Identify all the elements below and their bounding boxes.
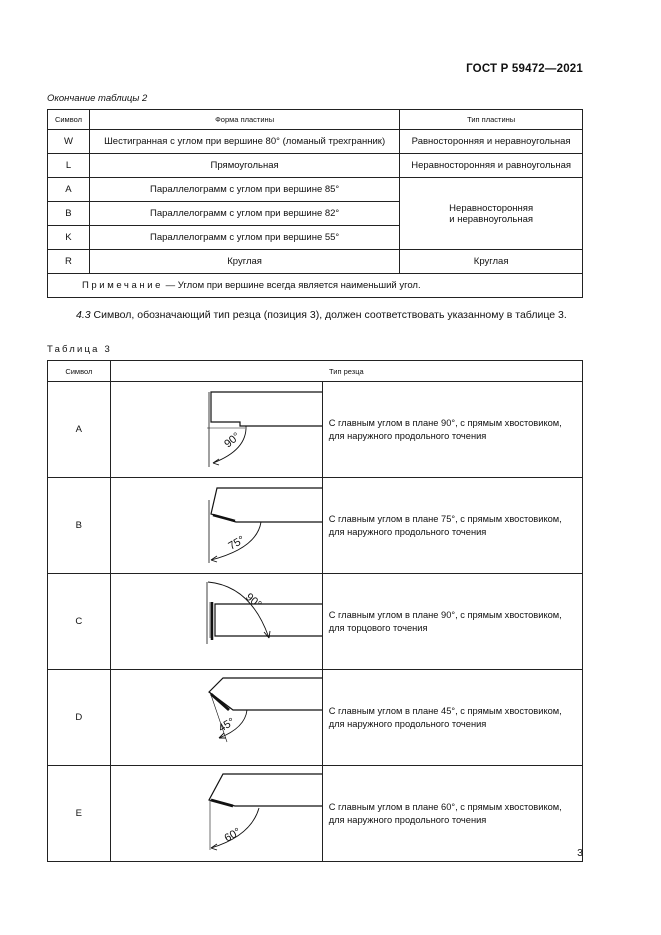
table2 <box>47 109 583 298</box>
desc-line1: С главным углом в плане 75°, с прямым хвостовиком, <box>328 513 562 524</box>
table2-caption: Окончание таблицы 2 <box>47 93 148 104</box>
desc-line2: для наружного продольного точения <box>328 718 487 729</box>
table3-header-symbol: Символ <box>48 361 111 382</box>
cutter-drawing-d <box>110 670 322 766</box>
table2-header-type: Тип пластины <box>400 110 583 130</box>
desc-line2: для наружного продольного точения <box>328 430 487 441</box>
table-row <box>48 250 583 274</box>
table3-symbol-cell: A <box>48 382 111 478</box>
cutter-drawing-b <box>110 478 322 574</box>
table2-type-cell: Круглая <box>400 250 583 274</box>
table3-desc-cell <box>322 478 582 574</box>
angle-label-d: 45° <box>216 715 237 735</box>
table2-header-symbol: Символ <box>48 110 90 130</box>
cutter-drawing-e <box>110 766 322 862</box>
document-code: ГОСТ Р 59472—2021 <box>466 63 583 75</box>
table3-header-type: Тип резца <box>110 361 582 382</box>
table-row <box>48 670 583 766</box>
merged-type-line1: Неравносторонняя <box>449 202 534 214</box>
note-label: Примечание <box>82 280 163 291</box>
cutter-drawing-c <box>110 574 322 670</box>
table3-desc-cell <box>322 670 582 766</box>
table-row <box>48 574 583 670</box>
cutter-drawing-a <box>110 382 322 478</box>
table2-header-shape: Форма пластины <box>89 110 399 130</box>
desc-line2: для торцового точения <box>328 622 428 633</box>
table2-header-row <box>48 110 583 130</box>
desc-line1: С главным углом в плане 45°, с прямым хвостовиком, <box>328 705 562 716</box>
desc-line2: для наружного продольного точения <box>328 814 487 825</box>
table2-symbol-cell: R <box>48 250 90 274</box>
table3-symbol-cell: C <box>48 574 111 670</box>
table2-symbol-cell: K <box>48 226 90 250</box>
table-row <box>48 178 583 202</box>
angle-label-c: 90° <box>242 591 264 611</box>
table3-desc-cell <box>322 382 582 478</box>
desc-line1: С главным углом в плане 90°, с прямым хвостовиком, <box>328 609 562 620</box>
table2-symbol-cell: B <box>48 202 90 226</box>
angle-label-e: 60° <box>222 825 243 845</box>
table2-shape-cell: Круглая <box>89 250 399 274</box>
desc-line1: С главным углом в плане 60°, с прямым хвостовиком, <box>328 801 562 812</box>
note-text: — Углом при вершине всегда является наименьший угол. <box>163 280 421 291</box>
desc-line1: С главным углом в плане 90°, с прямым хвостовиком, <box>328 417 562 428</box>
table2-shape-cell: Шестигранная с углом при вершине 80° (ломаный трехгранник) <box>89 130 399 154</box>
table3-symbol-cell: E <box>48 766 111 862</box>
table2-symbol-cell: W <box>48 130 90 154</box>
table2-shape-cell: Параллелограмм с углом при вершине 82° <box>89 202 399 226</box>
table3-desc-cell <box>322 766 582 862</box>
table-row <box>48 130 583 154</box>
table-row <box>48 154 583 178</box>
table2-note <box>48 274 583 298</box>
table2-shape-cell: Прямоугольная <box>89 154 399 178</box>
table2-type-cell: Равносторонняя и неравноугольная <box>400 130 583 154</box>
table2-symbol-cell: L <box>48 154 90 178</box>
table3-symbol-cell: D <box>48 670 111 766</box>
table-row <box>48 766 583 862</box>
angle-label-a: 90° <box>221 430 243 451</box>
table3 <box>47 360 583 862</box>
angle-label-b: 75° <box>226 533 247 553</box>
table3-desc-cell <box>322 574 582 670</box>
table2-note-row <box>48 274 583 298</box>
table3-header-row <box>48 361 583 382</box>
table-row <box>48 382 583 478</box>
table-row <box>48 478 583 574</box>
paragraph-number: 4.3 <box>76 309 91 321</box>
paragraph-4-3 <box>47 308 583 322</box>
table3-symbol-cell: B <box>48 478 111 574</box>
desc-line2: для наружного продольного точения <box>328 526 487 537</box>
merged-type-line2: и неравноугольная <box>449 213 534 225</box>
table2-type-cell: Неравносторонняя и равноугольная <box>400 154 583 178</box>
table3-caption: Таблица 3 <box>47 344 112 355</box>
table2-symbol-cell: A <box>48 178 90 202</box>
page-number: 3 <box>577 847 583 859</box>
table2-shape-cell: Параллелограмм с углом при вершине 55° <box>89 226 399 250</box>
table2-shape-cell: Параллелограмм с углом при вершине 85° <box>89 178 399 202</box>
table2-merged-type-cell <box>400 178 583 250</box>
paragraph-text: Символ, обозначающий тип резца (позиция 3), должен соответствовать указанному в таблице 3. <box>90 309 567 321</box>
